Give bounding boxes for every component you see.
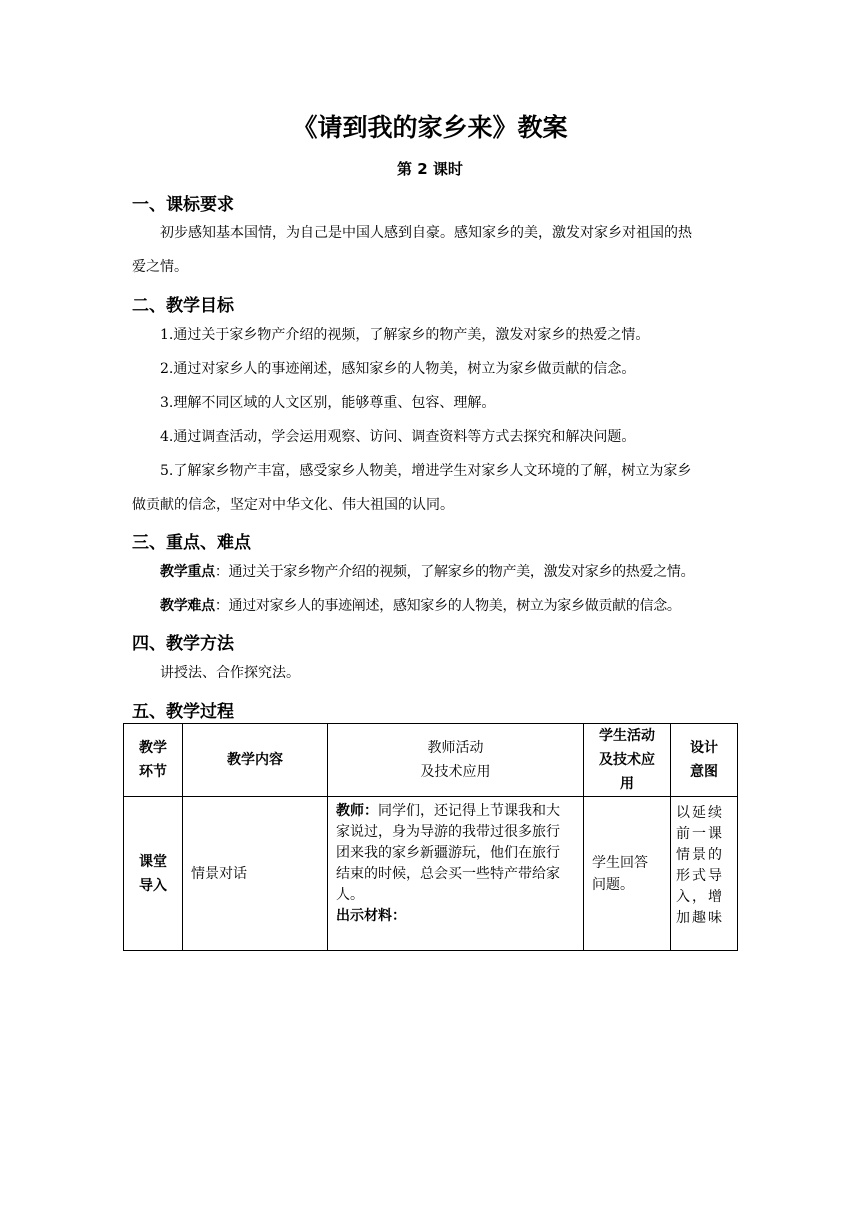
header-text: 教师活动 (427, 740, 484, 756)
objective-item: 1.通过关于家乡物产介绍的视频，了解家乡的物产美，激发对家乡的热爱之情。 (160, 327, 650, 343)
header-text: 用 (620, 776, 634, 792)
curriculum-paragraph (132, 216, 734, 284)
teacher-activity-cell (328, 797, 584, 951)
header-text: 环节 (139, 764, 167, 780)
header-teacher-activity (328, 724, 584, 797)
intent-text: 形式导 (676, 868, 724, 884)
objective-item-continued: 做贡献的信念，坚定对中华文化、伟大祖国的认同。 (132, 497, 454, 513)
teacher-text: 结束的时候，总会买一些特产带给家 (336, 866, 560, 882)
section-heading-process: 五、教学过程 (132, 702, 234, 722)
objective-item: 5.了解家乡物产丰富，感受家乡人物美，增进学生对家乡人文环境的了解，树立为家乡 (160, 463, 692, 479)
header-text: 及技术应用 (420, 764, 491, 780)
stage-text: 课堂 (139, 853, 167, 870)
student-text: 学生回答 (592, 854, 648, 871)
header-stage (124, 724, 183, 797)
section-heading-methods: 四、教学方法 (132, 634, 234, 654)
teacher-text: 团来我的家乡新疆游玩，他们在旅行 (336, 845, 560, 861)
stage-cell (124, 797, 183, 951)
curriculum-line: 爱之情。 (132, 259, 188, 275)
header-text: 及技术应 (599, 752, 655, 768)
intent-text: 以延续 (676, 805, 724, 821)
header-text: 教学内容 (227, 752, 283, 768)
table-header-row (124, 724, 738, 797)
student-activity-cell (584, 797, 671, 951)
header-text: 学生活动 (599, 728, 655, 744)
intent-text: 前一课 (676, 826, 724, 842)
material-label: 出示材料： (336, 908, 406, 924)
difficulty-text: ：通过对家乡人的事迹阐述，感知家乡的人物美，树立为家乡做贡献的信念。 (214, 598, 681, 614)
design-intent-cell (671, 797, 738, 951)
header-student-activity (584, 724, 671, 797)
methods-paragraph (132, 656, 734, 690)
intent-text: 入，增 (676, 889, 724, 905)
section-heading-key-points: 三、重点、难点 (132, 533, 251, 553)
teacher-line (336, 801, 575, 822)
header-content (183, 724, 328, 797)
header-text: 设计 (690, 740, 718, 756)
stage-text: 导入 (139, 877, 167, 894)
header-text: 教学 (139, 740, 167, 756)
objective-item: 4.通过调查活动，学会运用观察、访问、调查资料等方式去探究和解决问题。 (160, 429, 636, 445)
teacher-label: 教师： (336, 803, 378, 819)
key-point-line (132, 555, 734, 589)
intent-text: 情景的 (676, 847, 724, 863)
document-title: 《请到我的家乡来》教案 (292, 113, 568, 142)
section-heading-objectives: 二、教学目标 (132, 296, 234, 316)
objectives-list (132, 318, 734, 522)
header-text: 意图 (690, 764, 718, 780)
key-points-paragraph (132, 555, 734, 623)
key-point-label: 教学重点 (160, 564, 215, 580)
objective-item: 2.通过对家乡人的事迹阐述，感知家乡的人物美，树立为家乡做贡献的信念。 (160, 361, 636, 377)
content-cell (183, 797, 328, 951)
header-design-intent (671, 724, 738, 797)
student-text: 问题。 (592, 876, 634, 893)
curriculum-line: 初步感知基本国情，为自己是中国人感到自豪。感知家乡的美，激发对家乡对祖国的热 (160, 225, 692, 241)
lesson-subtitle: 第 2 课时 (397, 160, 463, 178)
teacher-text: 家说过，身为导游的我带过很多旅行 (336, 824, 560, 840)
table-row (124, 797, 738, 951)
difficulty-line (132, 589, 734, 623)
teacher-text: 人。 (336, 887, 364, 903)
key-point-text: ：通过关于家乡物产介绍的视频，了解家乡的物产美，激发对家乡的热爱之情。 (214, 564, 695, 580)
methods-text: 讲授法、合作探究法。 (160, 665, 300, 681)
objective-item: 3.理解不同区域的人文区别，能够尊重、包容、理解。 (160, 395, 496, 411)
section-heading-curriculum: 一、课标要求 (132, 195, 234, 215)
teaching-process-table (123, 723, 738, 951)
intent-text: 加趣味 (676, 910, 724, 926)
teacher-text: 同学们，还记得上节课我和大 (378, 803, 560, 819)
difficulty-label: 教学难点 (160, 598, 215, 614)
content-text: 情景对话 (191, 865, 247, 882)
